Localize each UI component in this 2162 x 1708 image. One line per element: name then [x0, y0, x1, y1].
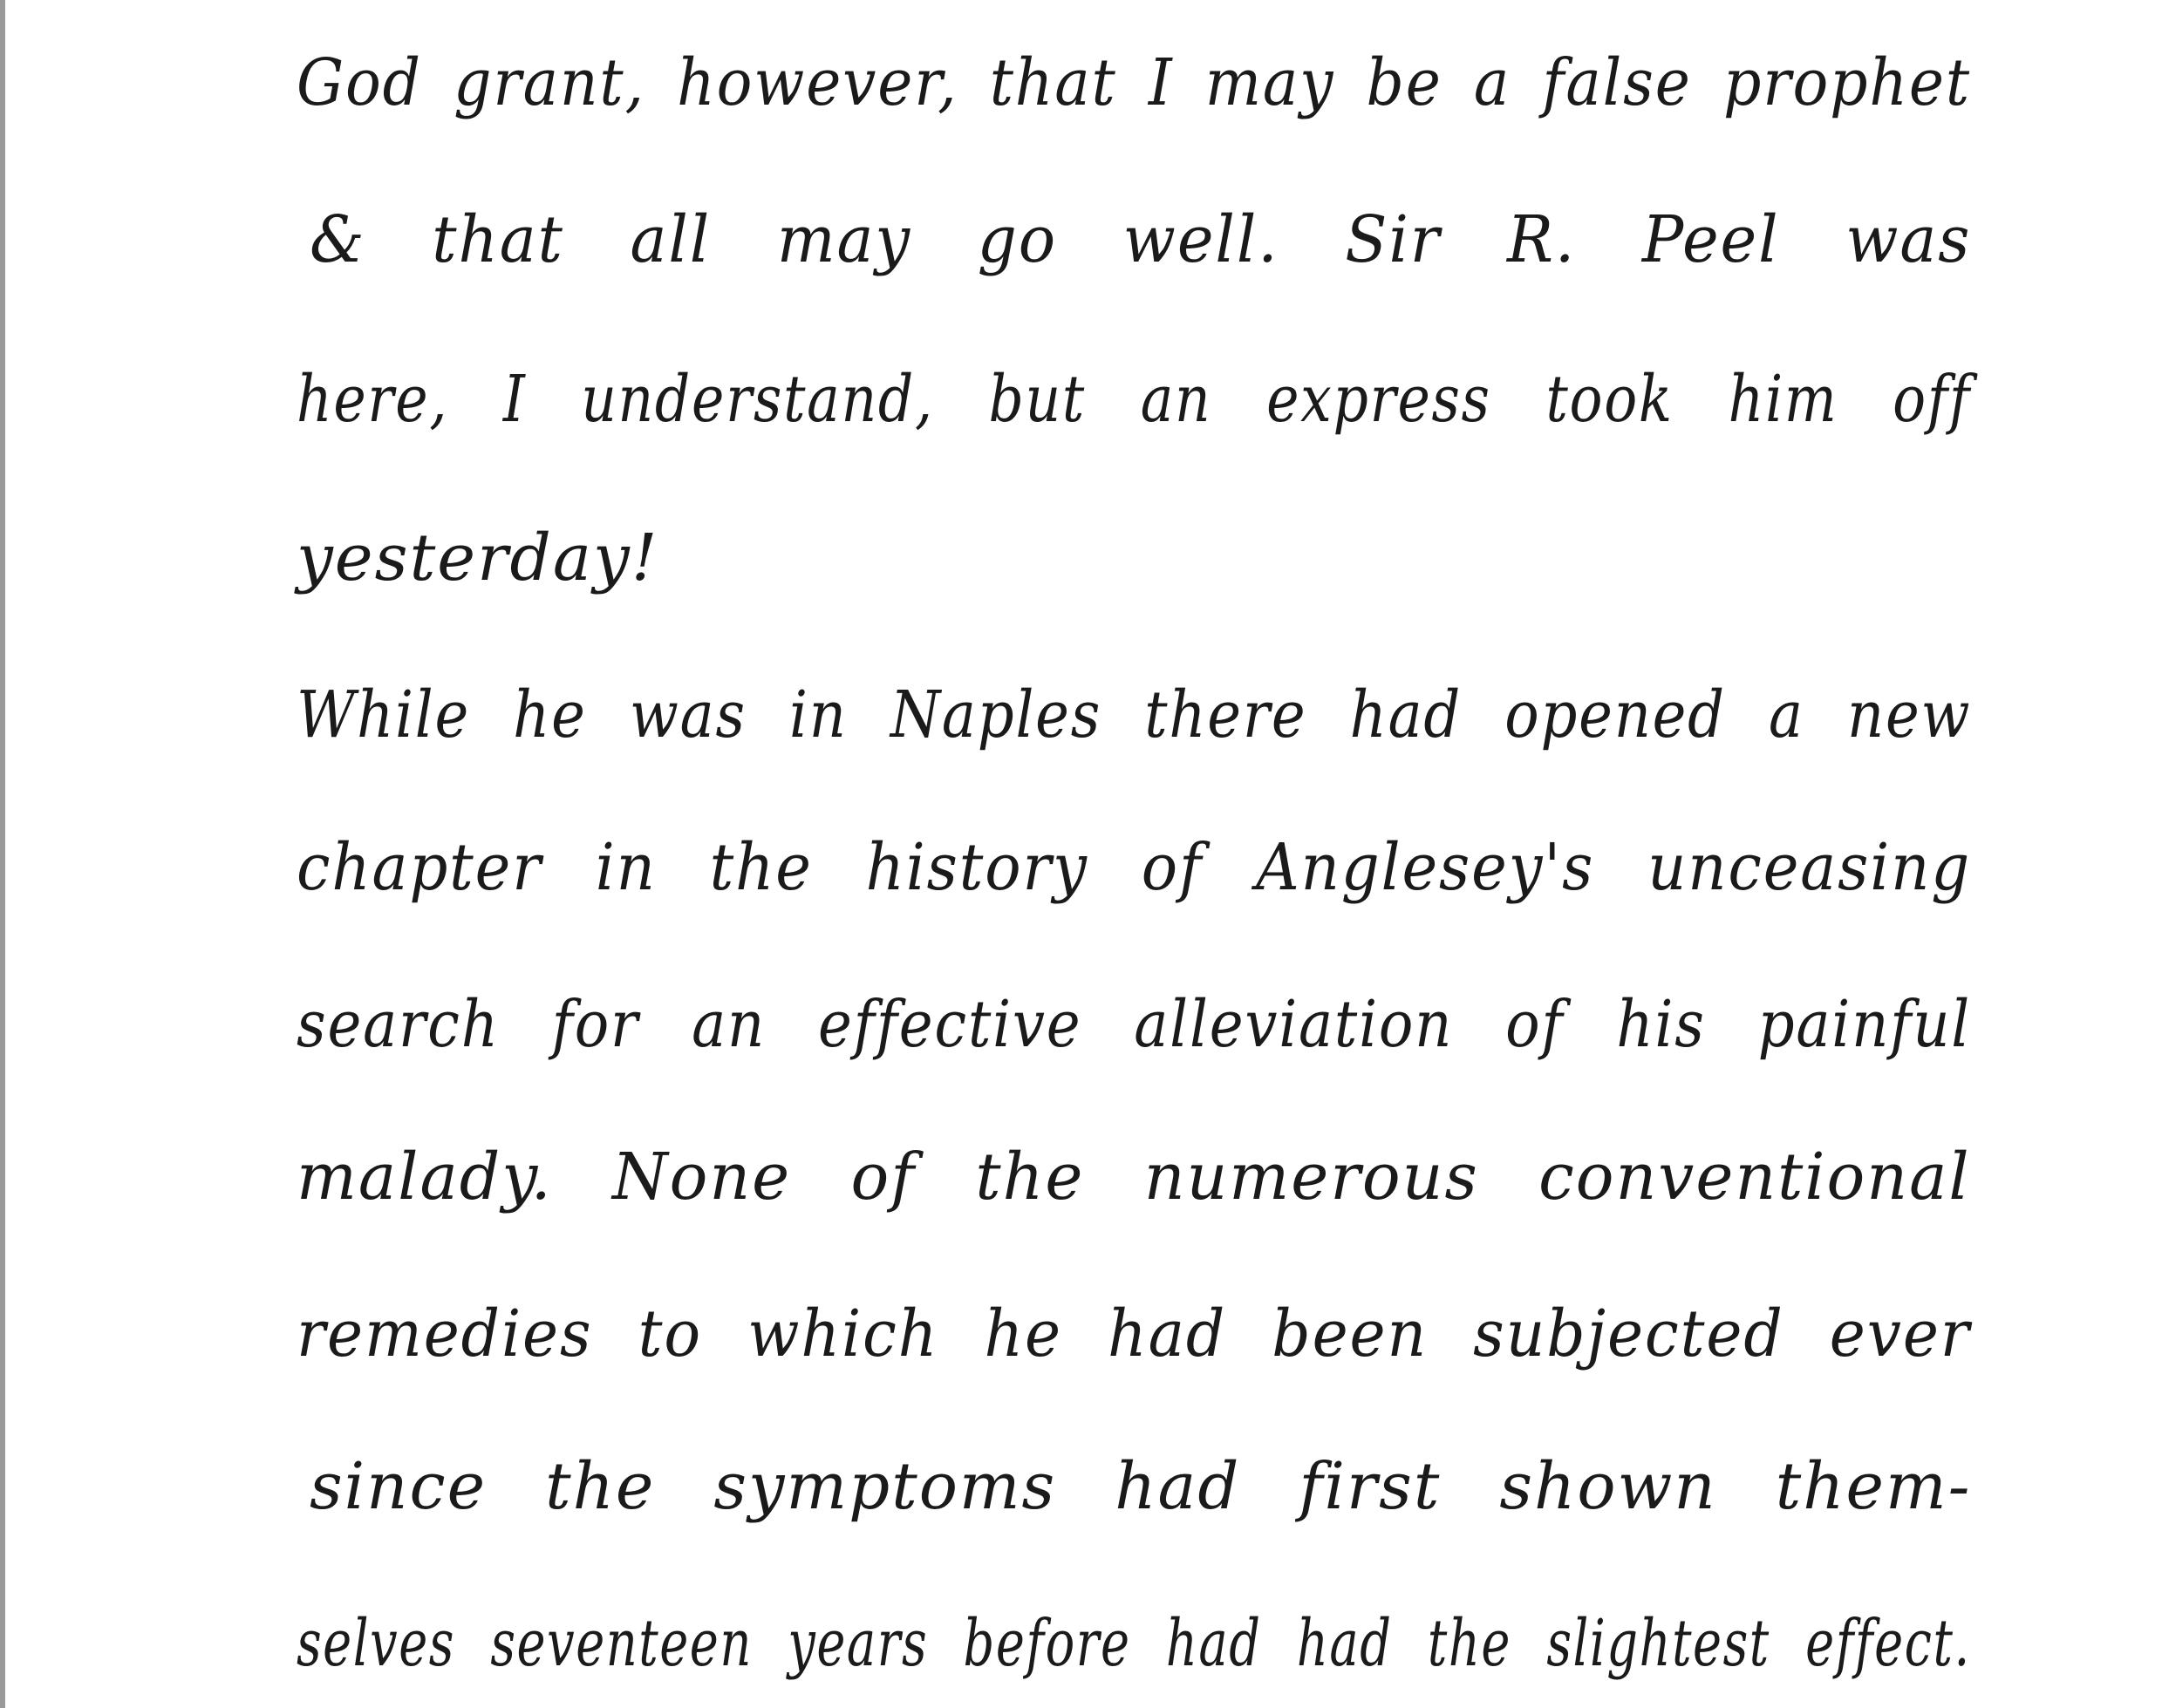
page-edge-border: [0, 0, 5, 1708]
handwritten-line-11: selves seventeen years before had had the slightest effect.: [297, 1606, 1971, 1681]
handwritten-line-10: since the symptoms had first shown them-: [310, 1449, 1972, 1524]
handwritten-line-8: malady. None of the numerous conventional: [297, 1140, 1971, 1215]
handwritten-line-4: yesterday!: [297, 521, 659, 595]
handwritten-line-2: & that all may go well. Sir R. Peel was: [310, 202, 1972, 277]
handwritten-line-1: God grant, however, that I may be a false prophet: [297, 45, 1971, 120]
handwritten-line-7: search for an effective alleviation of his painful: [297, 987, 1972, 1062]
handwritten-line-6: chapter in the history of Anglesey's unceasing: [297, 830, 1972, 905]
handwritten-line-3: here, I understand, but an express took him off: [297, 362, 1971, 437]
handwritten-line-9: remedies to which he had been subjected ever: [297, 1296, 1971, 1371]
handwritten-line-5: While he was in Naples there had opened a new: [297, 677, 1972, 752]
